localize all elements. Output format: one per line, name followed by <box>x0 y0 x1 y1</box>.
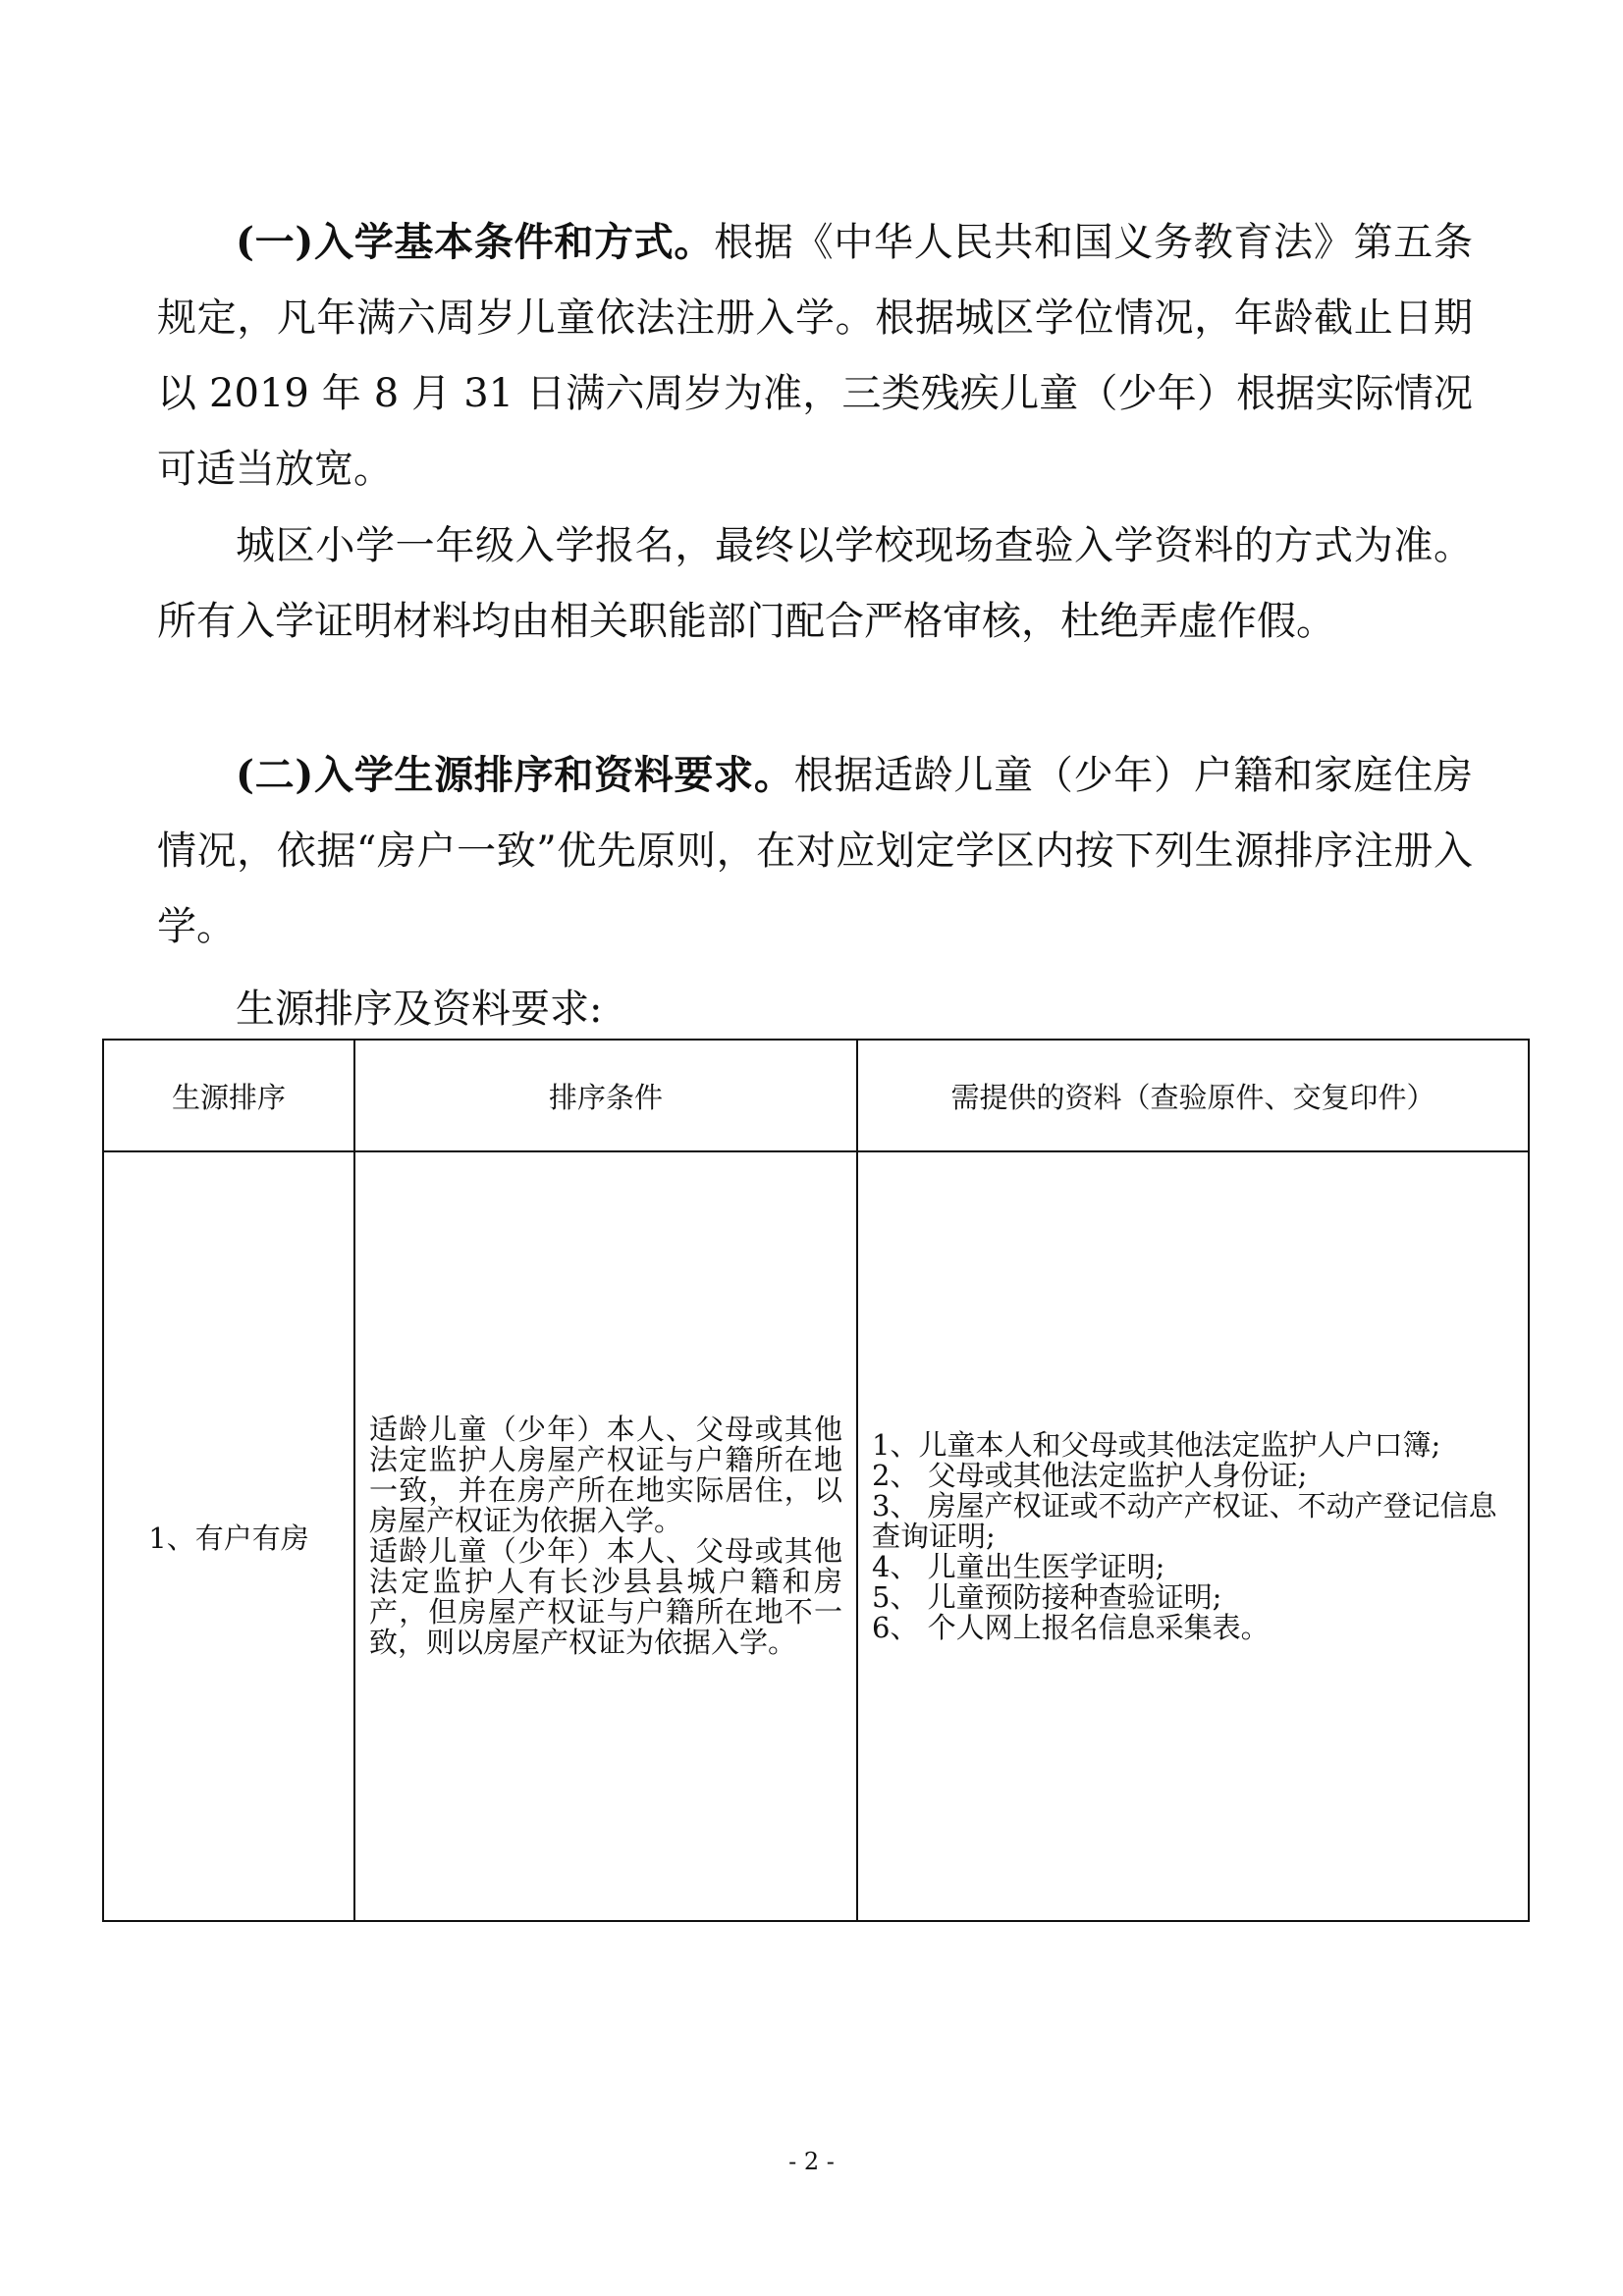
page-number: - 2 - <box>788 2148 835 2175</box>
table-caption: 生源排序及资料要求: <box>236 987 603 1032</box>
material-item: 3、 房屋产权证或不动产产权证、不动产登记信息查询证明; <box>872 1488 1497 1553</box>
section1-paragraph <box>157 204 1473 507</box>
material-item: 6、 个人网上报名信息采集表。 <box>872 1610 1270 1644</box>
header-conditions: 排序条件 <box>354 1040 857 1151</box>
header-materials: 需提供的资料（查验原件、交复印件） <box>857 1040 1529 1151</box>
enrollment-table <box>102 1039 1530 1922</box>
table-header-row <box>103 1040 1529 1151</box>
section2-text: 根据适龄儿童（少年）户籍和家庭住房情况，依据“房户一致”优先原则，在对应划定学区内按下列生源排序注册入学。 <box>157 753 1474 949</box>
material-item: 4、 儿童出生医学证明; <box>872 1549 1165 1583</box>
table-row <box>103 1151 1529 1921</box>
cell-conditions <box>354 1151 857 1921</box>
material-item: 5、 儿童预防接种查验证明; <box>872 1579 1222 1614</box>
cell-materials <box>857 1151 1529 1921</box>
section1-heading: (一)入学基本条件和方式。 <box>236 219 715 265</box>
section2-paragraph <box>157 737 1473 965</box>
section1-text: 根据《中华人民共和国义务教育法》第五条规定，凡年满六周岁儿童依法注册入学。根据城区学位情况，年龄截止日期以 2019 年 8 月 31 日满六周岁为准，三类残疾儿童（少年）根据实际情况可适当放宽。 <box>157 220 1473 492</box>
section2-heading: (二)入学生源排序和资料要求。 <box>236 752 794 798</box>
cell-sequence: 1、有户有房 <box>103 1151 354 1921</box>
condition-item: 适龄儿童（少年）本人、父母或其他法定监护人房屋产权证与户籍所在地一致，并在房产所在地实际居住，以房屋产权证为依据入学。 <box>369 1413 842 1537</box>
material-item: 2、 父母或其他法定监护人身份证; <box>872 1458 1308 1492</box>
header-sequence: 生源排序 <box>103 1040 354 1151</box>
material-item: 1、儿童本人和父母或其他法定监护人户口簿; <box>872 1427 1441 1462</box>
section1-note: 城区小学一年级入学报名，最终以学校现场查验入学资料的方式为准。所有入学证明材料均由相关职能部门配合严格审核，杜绝弄虚作假。 <box>157 523 1473 644</box>
condition-item: 适龄儿童（少年）本人、父母或其他法定监护人有长沙县县城户籍和房产，但房屋产权证与户籍所在地不一致，则以房屋产权证为依据入学。 <box>369 1534 842 1659</box>
